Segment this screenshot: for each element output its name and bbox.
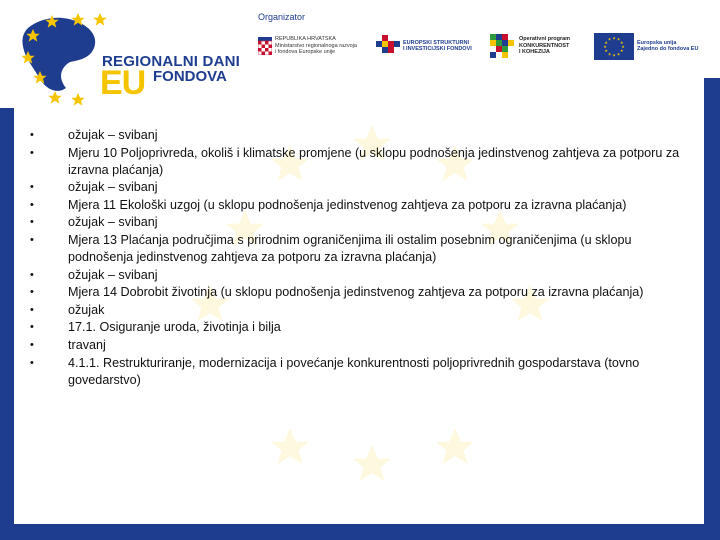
eu-logo — [594, 30, 698, 62]
list-item-text: ožujak – svibanj — [68, 180, 158, 195]
list-item-text: Mjera 13 Plaćanja područjima s prirodnim ograničenjima ili ostalim posebnim ograničenjima (u sklopu podnošenja jedinstvenog zahtjeva za potporu za izravna plaćanja) — [68, 232, 632, 264]
list-item — [30, 284, 680, 301]
list-item — [30, 145, 680, 179]
svg-text:★: ★ — [616, 50, 621, 56]
bullet-icon: • — [30, 321, 34, 334]
list-item — [30, 179, 680, 196]
list-item — [30, 197, 680, 214]
eu-line-2: Zajedno do fondova EU — [637, 46, 699, 52]
svg-text:★: ★ — [620, 39, 624, 45]
bullet-icon: • — [30, 303, 34, 316]
frame-right-border — [704, 78, 720, 540]
list-item-text: ožujak — [68, 302, 105, 317]
list-item-text: Mjeru 10 Poljoprivreda, okoliš i klimatske promjene (u sklopu podnošenja jedinstvenog zahtjeva za potporu za izravna plaćanja) — [68, 145, 680, 177]
svg-text:★: ★ — [603, 43, 607, 49]
list-item-text: ožujak – svibanj — [68, 215, 158, 230]
svg-text:★: ★ — [620, 47, 624, 53]
bullet-icon: • — [30, 181, 34, 194]
op-line-2: KONKURENTNOST — [519, 42, 570, 49]
bullet-icon: • — [30, 338, 34, 351]
ministry-line-2: Ministarstvo regionalnoga razvoja — [275, 42, 357, 49]
svg-text:★: ★ — [612, 35, 616, 40]
list-item — [30, 355, 680, 389]
svg-text:★: ★ — [607, 50, 612, 56]
bullet-icon: • — [30, 356, 34, 369]
list-item-text: Mjera 14 Dobrobit životinja (u sklopu podnošenja jedinstvenog zahtjeva za potporu za izravna plaćanja) — [68, 285, 644, 300]
eu-line-1: Europska unija — [637, 39, 677, 46]
list-item — [30, 302, 680, 319]
svg-text:★: ★ — [604, 39, 608, 45]
bullet-icon: • — [30, 233, 34, 246]
logo-eu: EU — [100, 64, 146, 102]
esif-squares-icon — [376, 35, 400, 57]
esif-line-2: I INVESTICIJSKI FONDOVI — [403, 46, 472, 52]
op-logo — [490, 30, 570, 62]
logo-fondova: FONDOVA — [153, 68, 227, 85]
bullet-icon: • — [30, 146, 34, 159]
list-item-text: 4.1.1. Restrukturiranje, modernizacija i povećanje konkurentnosti poljoprivrednih gospodarstava (tovno govedarstvo) — [68, 355, 640, 387]
ministry-line-3: i fondova Europske unije — [275, 49, 336, 56]
bullet-icon: • — [30, 268, 34, 281]
bullet-icon: • — [30, 216, 34, 229]
op-line-3: I KOHEZIJA — [519, 49, 550, 56]
ministry-line-1: REPUBLIKA HRVATSKA — [275, 36, 336, 43]
croatian-coat-of-arms-icon — [258, 37, 272, 55]
svg-text:★: ★ — [616, 36, 621, 42]
list-item — [30, 232, 680, 266]
list-item-text: ožujak – svibanj — [68, 267, 158, 282]
bullet-icon: • — [30, 198, 34, 211]
list-item — [30, 337, 680, 354]
esif-logo — [376, 30, 472, 62]
svg-text:★: ★ — [604, 47, 608, 53]
regional-days-logo — [0, 0, 250, 118]
frame-left-border — [0, 108, 14, 540]
organizer-label: Organizator — [258, 12, 306, 22]
frame-bottom-border — [0, 524, 720, 540]
bullet-icon: • — [30, 286, 34, 299]
op-mosaic-icon — [490, 34, 516, 58]
bullet-icon: • — [30, 129, 34, 141]
list-item-text: 17.1. Osiguranje uroda, životinja i bilja — [68, 320, 281, 335]
list-item-text: ožujak – svibanj — [68, 128, 158, 142]
esif-line-1: EUROPSKI STRUKTURNI — [403, 39, 470, 46]
list-item — [30, 127, 680, 144]
list-item — [30, 319, 680, 336]
svg-text:★: ★ — [621, 43, 625, 49]
ministry-logo — [258, 30, 357, 62]
list-item — [30, 267, 680, 284]
list-item — [30, 214, 680, 231]
eu-flag-icon — [594, 33, 634, 60]
content-list — [30, 127, 680, 389]
list-item-text: travanj — [68, 337, 106, 352]
list-item-text: Mjera 11 Ekološki uzgoj (u sklopu podnošenja jedinstvenog zahtjeva za potporu za izravna plaćanja) — [68, 197, 627, 212]
svg-text:★: ★ — [607, 36, 612, 42]
op-line-1: Operativni program — [519, 36, 571, 43]
logo-title: REGIONALNI DANI — [102, 53, 240, 70]
svg-text:★: ★ — [612, 52, 616, 57]
